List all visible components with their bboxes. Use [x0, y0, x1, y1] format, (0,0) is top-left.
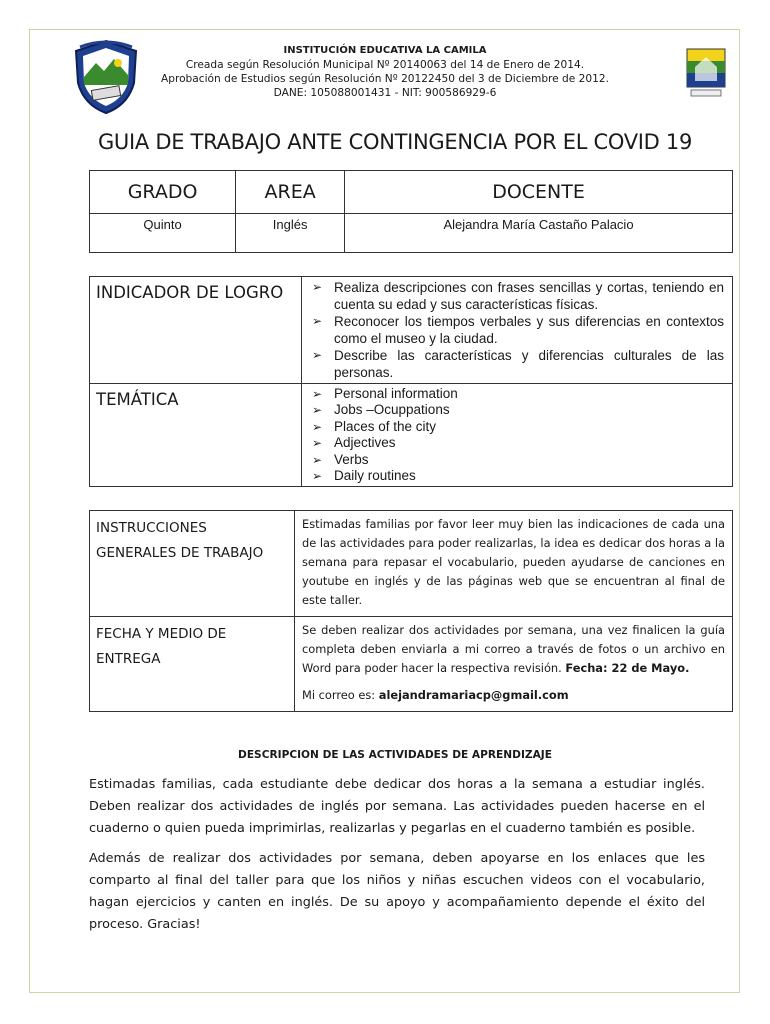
header-grado: GRADO	[90, 171, 236, 214]
entrega-label-line2: ENTREGA	[96, 651, 161, 667]
descripcion-paragraph-1: Estimadas familias, cada estudiante debe dedicar dos horas a la semana a estudiar inglés. Deben realizar dos actividades de inglés por semana. Las actividades pueden hacerse en el cuaderno o quien pueda imprimirlas, realizarlas y pegarlas en el cuaderno también es posible.	[89, 777, 705, 836]
logro-item: ➢ Reconocer los tiempos verbales y sus diferencias en contextos como el museo y la ciudad.	[310, 313, 724, 347]
document-title: GUIA DE TRABAJO ANTE CONTINGENCIA POR EL COVID 19	[97, 130, 693, 154]
tematica-label: TEMÁTICA	[90, 384, 302, 487]
entrega-text	[302, 621, 725, 678]
instrucciones-label-line1: INSTRUCCIONES	[96, 520, 207, 536]
logro-label: INDICADOR DE LOGRO	[90, 277, 302, 384]
entrega-fecha: Fecha: 22 de Mayo.	[565, 661, 690, 675]
entrega-content	[295, 617, 733, 712]
tematica-item: ➢ Personal information	[310, 386, 724, 402]
logro-item: ➢ Realiza descripciones con frases sencillas y cortas, teniendo en cuenta su edad y sus características físicas.	[310, 279, 724, 313]
value-grado: Quinto	[90, 214, 236, 253]
entrega-label	[90, 617, 295, 712]
tematica-item: ➢ Adjectives	[310, 435, 724, 451]
value-area: Inglés	[236, 214, 345, 253]
header-line-approval: Aprobación de Estudios según Resolución Nº 20122450 del 3 de Diciembre de 2012.	[160, 73, 609, 85]
header-area: AREA	[236, 171, 345, 214]
entrega-correo-line	[302, 686, 725, 705]
tematica-item: ➢ Places of the city	[310, 419, 724, 435]
institution-header	[0, 44, 770, 100]
entrega-text-body: Se deben realizar dos actividades por semana, una vez finalicen la guía completa deben enviarla a mi correo a través de fotos o un archivo en Word para poder hacer la respectiva revisión.	[302, 623, 725, 675]
correo-prefix: Mi correo es:	[302, 688, 376, 702]
instrucciones-text: Estimadas familias por favor leer muy bien las indicaciones de cada una de las actividades para poder realizarlas, la idea es dedicar dos horas a la semana para repasar el vocabulario, pueden ayudarse de canciones en youtube en inglés y de las páginas web que se encuentran al final de este taller.	[295, 511, 733, 617]
info-table	[89, 170, 733, 253]
correo-email[interactable]: alejandramariacp@gmail.com	[378, 688, 569, 702]
tematica-content	[302, 384, 733, 487]
institution-name: INSTITUCIÓN EDUCATIVA LA CAMILA	[283, 45, 487, 56]
tematica-item: ➢ Jobs –Ocuppations	[310, 402, 724, 418]
logro-item: ➢ Describe las características y diferencias culturales de las personas.	[310, 347, 724, 381]
tematica-item: ➢ Verbs	[310, 452, 724, 468]
entrega-label-line1: FECHA Y MEDIO DE	[96, 626, 227, 642]
logro-tematica-table	[89, 276, 733, 487]
tematica-item: ➢ Daily routines	[310, 468, 724, 484]
header-line-dane: DANE: 105088001431 - NIT: 900586929-6	[273, 87, 497, 99]
descripcion-title: DESCRIPCION DE LAS ACTIVIDADES DE APRENDIZAJE	[238, 749, 552, 761]
descripcion-paragraph-2: Además de realizar dos actividades por semana, deben apoyarse en los enlaces que les comparto al final del taller para que los niños y niñas escuchen videos con el vocabulario, hagan ejercicios y canten en inglés. De su apoyo y acompañamiento depende el éxito del proceso. Gracias!	[89, 851, 705, 932]
header-docente: DOCENTE	[345, 171, 733, 214]
header-line-creation: Creada según Resolución Municipal Nº 20140063 del 14 de Enero de 2014.	[185, 59, 585, 71]
value-docente: Alejandra María Castaño Palacio	[345, 214, 733, 253]
instrucciones-label	[90, 511, 295, 617]
instructions-table	[89, 510, 733, 712]
instrucciones-label-line2: GENERALES DE TRABAJO	[96, 545, 264, 561]
logro-content	[302, 277, 733, 384]
